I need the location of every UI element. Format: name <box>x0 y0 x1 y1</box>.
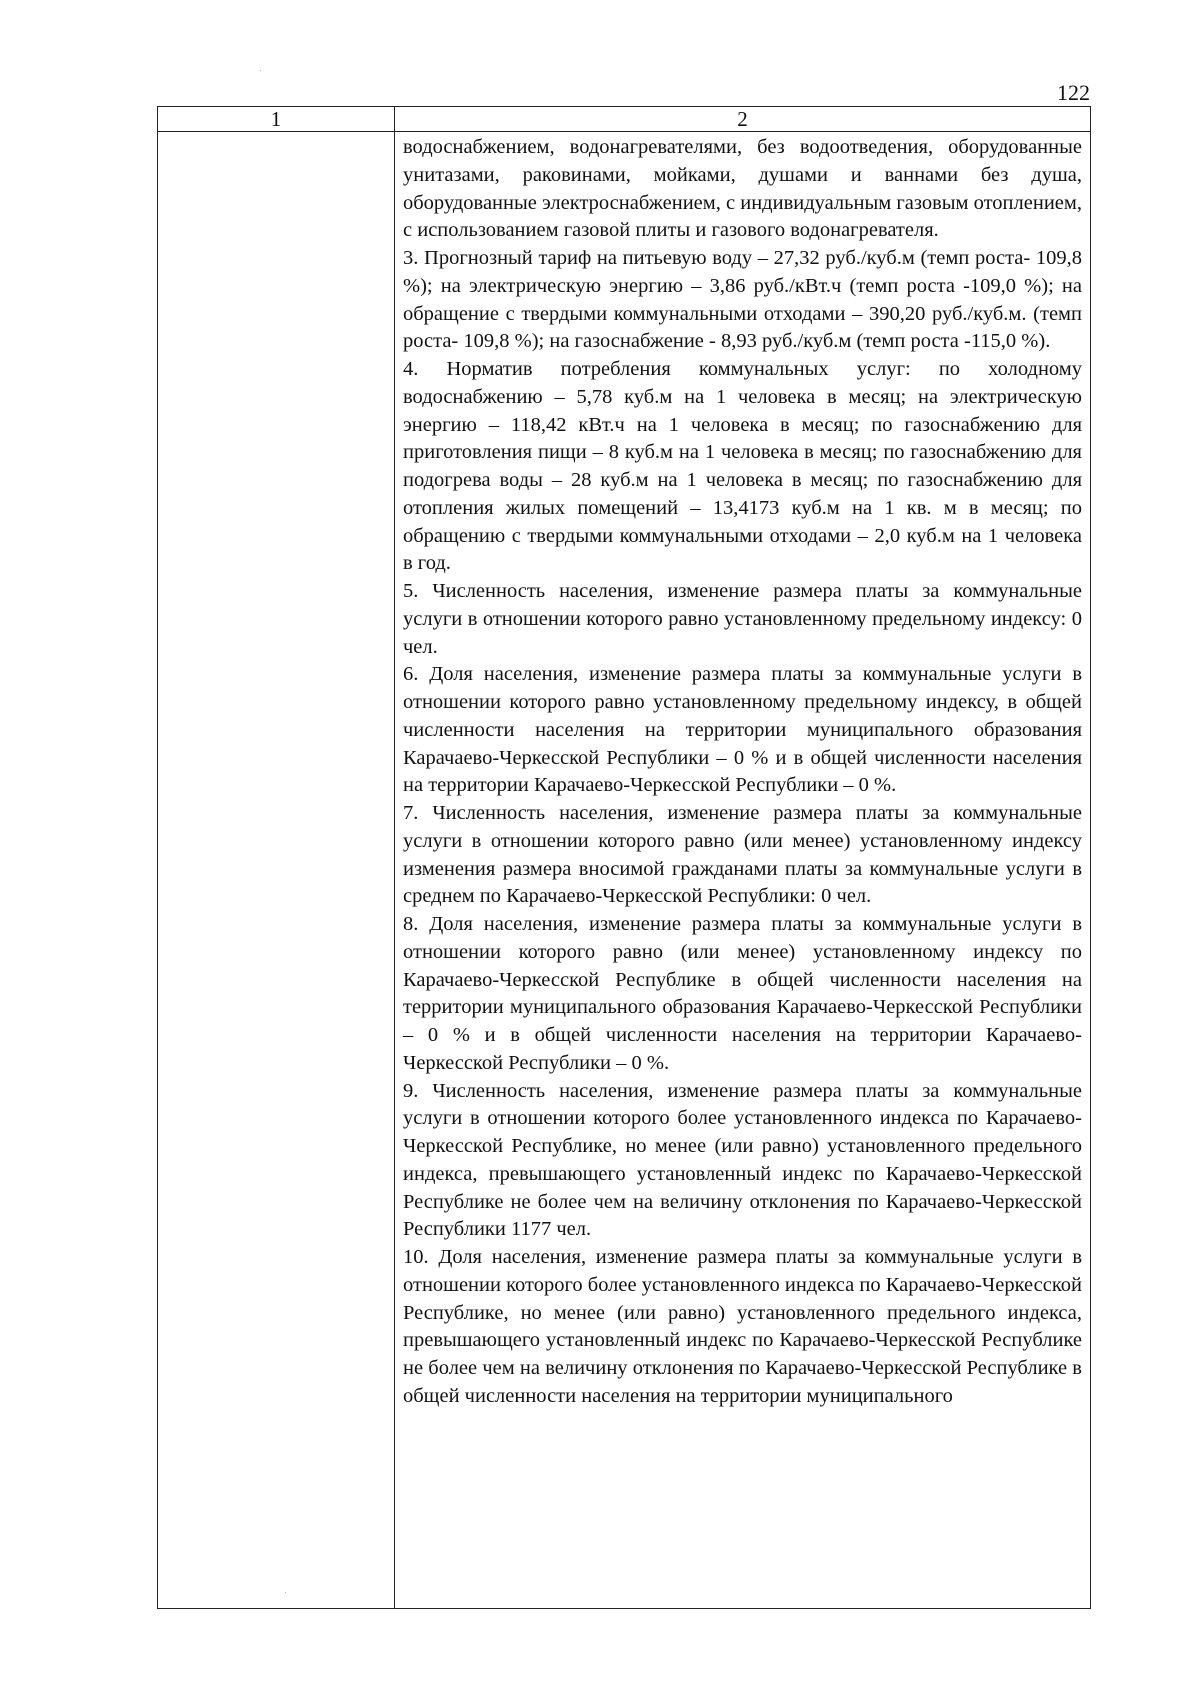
paragraph-6-population-share: 6. Доля населения, изменение размера платы за коммунальные услуги в отношении которого равно установленному предельному индексу, в общей численности населения на территории муниципального образования Карачаево-Черкесской Республики – 0 % и в общей численности населения на территории Карачаево-Черкесской Республики – 0 %. <box>403 663 1082 797</box>
document-table <box>157 106 1091 1609</box>
paragraph-5-population-count: 5. Численность населения, изменение размера платы за коммунальные услуги в отношении которого равно установленному предельному индексу: 0 чел. <box>403 580 1082 658</box>
column-2-cell <box>395 132 1091 1609</box>
column-1-header: 1 <box>158 107 395 132</box>
paragraph-7-population-count: 7. Численность населения, изменение размера платы за коммунальные услуги в отношении которого равно (или менее) установленному индексу изменения размера вносимой гражданами платы за коммунальные услуги в среднем по Карачаево-Черкесской Республики: 0 чел. <box>403 802 1082 908</box>
paragraph-3-tariffs: 3. Прогнозный тариф на питьевую воду – 27,32 руб./куб.м (темп роста- 109,8 %); на электрическую энергию – 3,86 руб./кВт.ч (темп роста -109,0 %); на обращение с твердыми коммунальными отходами – 390,20 руб./куб.м. (темп роста- 109,8 %); на газоснабжение - 8,93 руб./куб.м (темп роста -115,0 %). <box>403 247 1082 353</box>
paragraph-4-consumption-norms: 4. Норматив потребления коммунальных услуг: по холодному водоснабжению – 5,78 куб.м на 1 человека в месяц; на электрическую энергию – 118,42 кВт.ч на 1 человека в месяц; по газоснабжению для приготовления пищи – 8 куб.м на 1 человека в месяц; по газоснабжению для подогрева воды – 28 куб.м на 1 человека в месяц; по газоснабжению для отопления жилых помещений – 13,4173 куб.м на 1 кв. м в месяц; по обращению с твердыми коммунальными отходами – 2,0 куб.м на 1 человека в год. <box>403 358 1082 575</box>
paragraph-10-population-share: 10. Доля населения, изменение размера платы за коммунальные услуги в отношении которого более установленного индекса по Карачаево-Черкесской Республике, но менее (или равно) установленного предельного индекса, превышающего установленный индекс по Карачаево-Черкесской Республике не более чем на величину отклонения по Карачаево-Черкесской Республике в общей численности населения на территории муниципального <box>403 1246 1082 1407</box>
column-2-header: 2 <box>395 107 1091 132</box>
paragraph-continuation: водоснабжением, водонагревателями, без водоотведения, оборудованные унитазами, раковинами, мойками, душами и ваннами без душа, оборудованные электроснабжением, с индивидуальным газовым отоплением, с использованием газовой плиты и газового водонагревателя. <box>403 136 1082 242</box>
column-1-cell <box>158 132 395 1609</box>
paragraph-9-population-count: 9. Численность населения, изменение размера платы за коммунальные услуги в отношении которого более установленного индекса по Карачаево-Черкесской Республике, но менее (или равно) установленного предельного индекса, превышающего установленный индекс по Карачаево-Черкесской Республике не более чем на величину отклонения по Карачаево-Черкесской Республики 1177 чел. <box>403 1079 1082 1241</box>
table-row <box>158 132 1091 1609</box>
scan-speck <box>260 70 261 71</box>
scan-speck <box>285 1592 286 1593</box>
table-header-row <box>158 107 1091 132</box>
paragraph-8-population-share: 8. Доля населения, изменение размера платы за коммунальные услуги в отношении которого равно (или менее) установленному индексу по Карачаево-Черкесской Республике в общей численности населения на территории муниципального образования Карачаево-Черкесской Республики – 0 % и в общей численности населения на территории Карачаево-Черкесской Республики – 0 %. <box>403 913 1082 1074</box>
page-number: 122 <box>1057 80 1090 105</box>
